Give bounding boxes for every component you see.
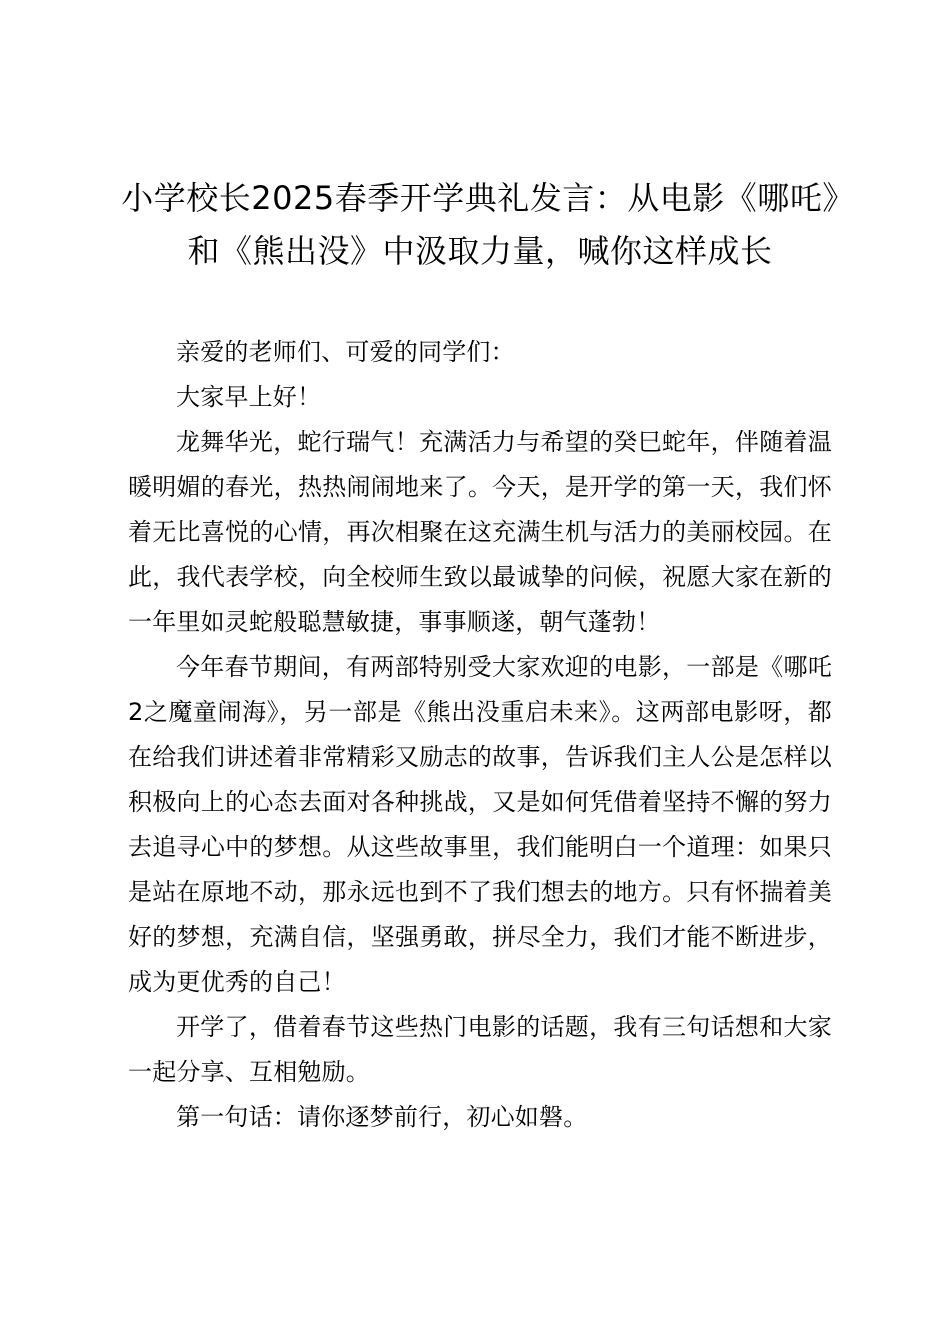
paragraph: 开学了，借着春节这些热门电影的话题，我有三句话想和大家一起分享、互相勉励。	[128, 1013, 832, 1086]
salutation: 亲爱的老师们、可爱的同学们：	[176, 338, 515, 366]
paragraph: 今年春节期间，有两部特别受大家欢迎的电影，一部是《哪吒2之魔童闹海》，另一部是《熊出没重启未来》。这两部电影呀，都在给我们讲述着非常精彩又励志的故事，告诉我们主人公是怎样以积极向上的心态去面对各种挑战，又是如何凭借着坚持不懈的努力去追寻心中的梦想。从这些故事里，我们能明白一个道理：如果只是站在原地不动，那永远也到不了我们想去的地方。只有怀揣着美好的梦想，充满自信，坚强勇敢，拼尽全力，我们才能不断进步，成为更优秀的自己！	[128, 653, 832, 996]
document-body	[128, 330, 832, 1140]
paragraph: 龙舞华光，蛇行瑞气！充满活力与希望的癸巳蛇年，伴随着温暖明媚的春光，热热闹闹地来了。今天，是开学的第一天，我们怀着无比喜悦的心情，再次相聚在这充满生机与活力的美丽校园。在此，我代表学校，向全校师生致以最诚挚的问候，祝愿大家在新的一年里如灵蛇般聪慧敏捷，事事顺遂，朝气蓬勃！	[128, 428, 832, 636]
document-title: 小学校长2025春季开学典礼发言：从电影《哪吒》和《熊出没》中汲取力量，喊你这样成长	[121, 179, 839, 270]
greeting: 大家早上好！	[176, 383, 322, 411]
paragraph: 第一句话：请你逐梦前行，初心如磐。	[176, 1103, 588, 1131]
